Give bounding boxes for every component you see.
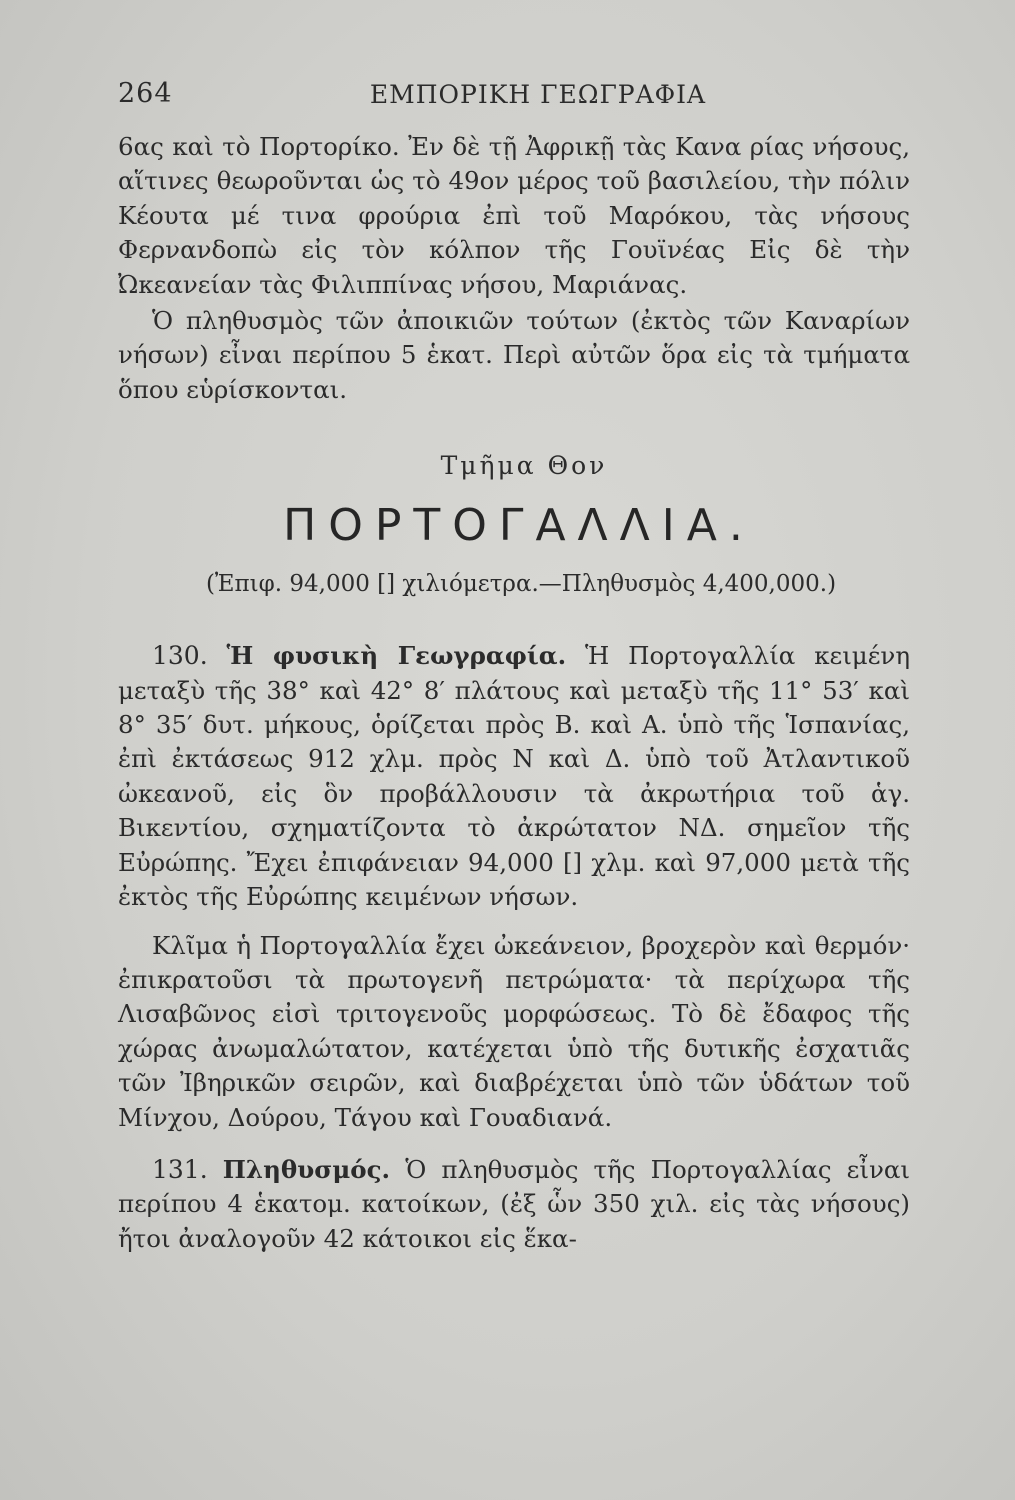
climate-paragraph: Κλῖμα ἡ Πορτογαλλία ἔχει ὠκεάνειον, βροχερὸν καὶ θερμόν· ἐπικρατοῦσι τὰ πρωτογενῆ πετρώματα· τὰ περίχωρα τῆς Λισαβῶνος εἰσὶ τριτογενοῦς μορφώσεως. Τὸ δὲ ἔδαφος τῆς χώρας ἀνωμαλώτατον, κατέχεται ὑπὸ τῆς δυτικῆς ἐσχατιᾶς τῶν Ἰβηρικῶν σειρῶν, καὶ διαβρέχεται ὑπὸ τῶν ὑδάτων τοῦ Μίνχου, Δούρου, Τάγου καὶ Γουαδιανά. [118,930,910,1132]
colonies-population-paragraph: Ὁ πληθυσμὸς τῶν ἀποικιῶν τούτων (ἐκτὸς τῶν Καναρίων νήσων) εἶναι περίπου 5 ἑκατ. Περὶ αὐτῶν ὅρα εἰς τὰ τμήματα ὅπου εὑρίσκονται. [118,306,910,404]
paragraph-number: 131. [152,1154,208,1184]
paragraph-text: Ὁ πληθυσμὸς τῆς Πορτογαλλίας εἶναι περίπου 4 ἑκατομ. κατοίκων, (ἐξ ὧν 350 χιλ. εἰς τὰς νήσους) ἤτοι ἀναλογοῦν 42 κάτοικοι εἰς ἕκα- [118,1154,911,1253]
continuation-paragraph: 6ας καὶ τὸ Πορτορίκο. Ἐν δὲ τῇ Ἀφρικῇ τὰς Κανα ρίας νήσους, αἵτινες θεωροῦνται ὡς τὸ 49ον μέρος τοῦ βασιλείου, τὴν πόλιν Κέουτα μέ τινα φρούρια ἐπὶ τοῦ Μαρόκου, τὰς νήσους Φερνανδοπὼ εἰς τὸν κόλπον τῆς Γουϊνέας Εἰς δὲ τὴν Ὠκεανείαν τὰς Φιλιππίνας νήσου, Μαριάνας. [118,132,910,299]
running-title: ΕΜΠΟΡΙΚΗ ΓΕΩΓΡΑΦΙΑ [369,80,707,109]
paragraph-number: 130. [152,641,208,671]
chapter-title: ΠΟΡΤΟΓΑΛΛΙΑ. [283,500,755,552]
page-number: 264 [118,78,173,109]
page-body [118,130,910,1256]
page-header [118,78,918,118]
paragraph-130 [118,639,910,914]
paragraph-heading: Πληθυσμός. [222,1154,391,1184]
paragraph-131 [118,1153,910,1256]
chapter-meta: (Ἐπιφ. 94,000 [] χιλιόμετρα.—Πληθυσμὸς 4,400,000.) [205,571,837,598]
paragraph-text: Ἡ Πορτογαλλία κειμένη μεταξὺ τῆς 38° καὶ 42° 8′ πλάτους καὶ μεταξὺ τῆς 11° 53′ καὶ 8° 35′ δυτ. μήκους, ὁρίζεται πρὸς Β. καὶ Α. ὑπὸ τῆς Ἱσπανίας, ἐπὶ ἐκτάσεως 912 χλμ. πρὸς Ν καὶ Δ. ὑπὸ τοῦ Ἀτλαντικοῦ ὠκεανοῦ, εἰς ὃν προβάλλουσιν τὰ ἀκρωτήρια τοῦ ἁγ. Βικεντίου, σχηματίζοντα τὸ ἀκρώτατον ΝΔ. σημεῖον τῆς Εὐρώπης. Ἔχει ἐπιφάνειαν 94,000 [] χλμ. καὶ 97,000 μετὰ τῆς ἐκτὸς τῆς Εὐρώπης κειμένων νήσων. [118,641,910,912]
paragraph-heading: Ἡ φυσικὴ Γεωγραφία. [226,641,567,671]
section-label: Τμῆμα Θον [440,451,608,481]
